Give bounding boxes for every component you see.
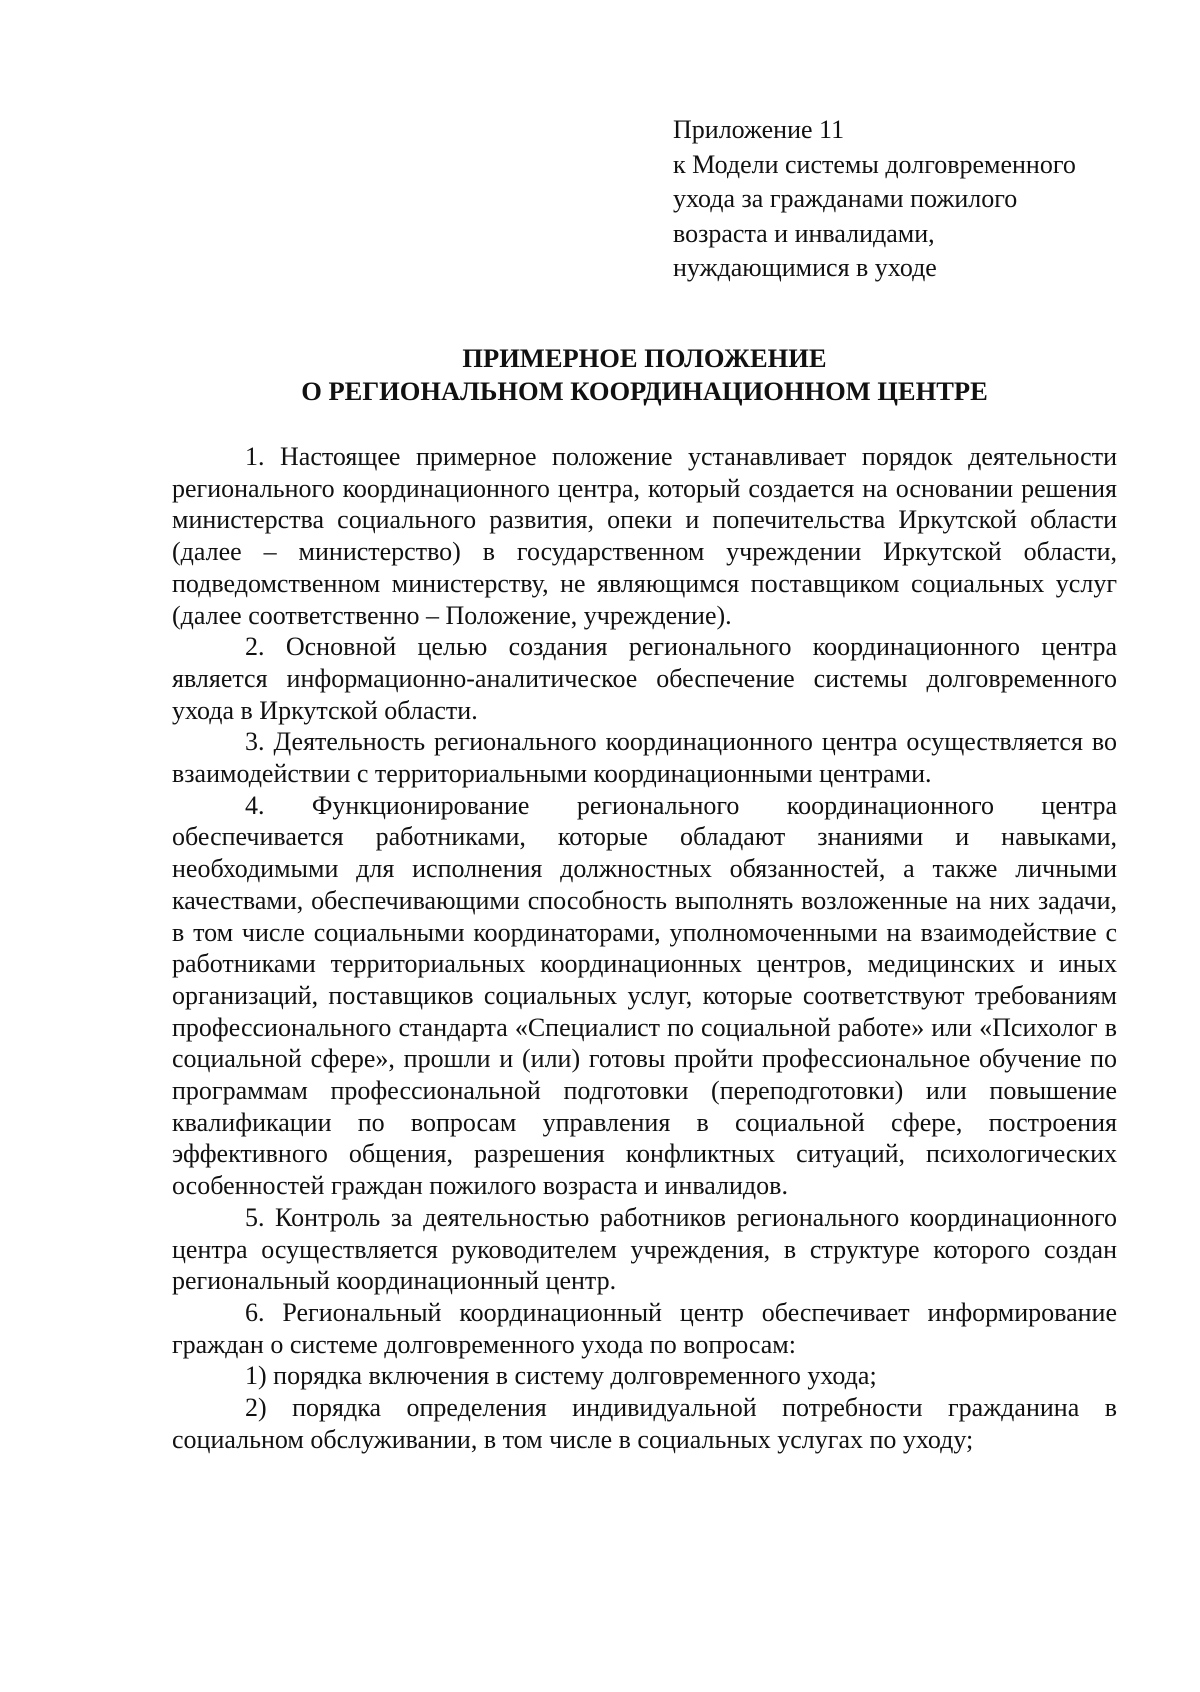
document-body	[172, 441, 1117, 1456]
annex-line-1: Приложение 11	[673, 115, 845, 144]
paragraph-4: 4. Функционирование регионального координационного центра обеспечивается работниками, которые обладают знаниями и навыками, необходимыми для исполнения должностных обязанностей, а также личными качествами, обеспечивающими способность выполнять возложенные на них задачи, в том числе социальными координаторами, уполномоченными на взаимодействие с работниками территориальных координационных центров, медицинских и иных организаций, поставщиков социальных услуг, которые соответствуют требованиям профессионального стандарта «Специалист по социальной работе» или «Психолог в социальной сфере», прошли и (или) готовы пройти профессиональное обучение по программам профессиональной подготовки (переподготовки) или повышение квалификации по вопросам управления в социальной сфере, построения эффективного общения, разрешения конфликтных ситуаций, психологических особенностей граждан пожилого возраста и инвалидов.	[172, 790, 1117, 1201]
annex-line-4: возраста и инвалидами,	[673, 218, 935, 248]
annex-line-5: нуждающимися в уходе	[673, 253, 937, 282]
list-item-2: 2) порядка определения индивидуальной потребности гражданина в социальном обслуживании, в том числе в социальных услугах по уходу;	[172, 1393, 1117, 1454]
paragraph-6: 6. Региональный координационный центр обеспечивает информирование граждан о системе долговременного ухода по вопросам:	[172, 1297, 1117, 1359]
document-title	[172, 342, 1117, 408]
paragraph-3: 3. Деятельность регионального координационного центра осуществляется во взаимодействии с территориальными координационными центрами.	[172, 727, 1117, 789]
paragraph-1: 1. Настоящее примерное положение устанавливает порядок деятельности регионального координационного центра, который создается на основании решения министерства социального развития, опеки и попечительства Иркутской области (далее – министерство) в государственном учреждении Иркутской области, подведомственном министерству, не являющимся поставщиком социальных услуг (далее соответственно – Положение, учреждение).	[172, 442, 1117, 630]
paragraph-5: 5. Контроль за деятельностью работников регионального координационного центра осуществляется руководителем учреждения, в структуре которого создан региональный координационный центр.	[172, 1202, 1117, 1296]
title-line-2: О РЕГИОНАЛЬНОМ КООРДИНАЦИОННОМ ЦЕНТРЕ	[301, 376, 988, 406]
list-item-1: 1) порядка включения в систему долговременного ухода;	[245, 1361, 877, 1391]
title-line-1: ПРИМЕРНОЕ ПОЛОЖЕНИЕ	[462, 343, 827, 373]
annex-line-2: к Модели системы долговременного	[673, 149, 1076, 179]
annex-block	[673, 113, 1153, 286]
annex-line-3: ухода за гражданами пожилого	[673, 184, 1018, 213]
paragraph-2: 2. Основной целью создания регионального координационного центра является информационно-аналитическое обеспечение системы долговременного ухода в Иркутской области.	[172, 632, 1117, 725]
